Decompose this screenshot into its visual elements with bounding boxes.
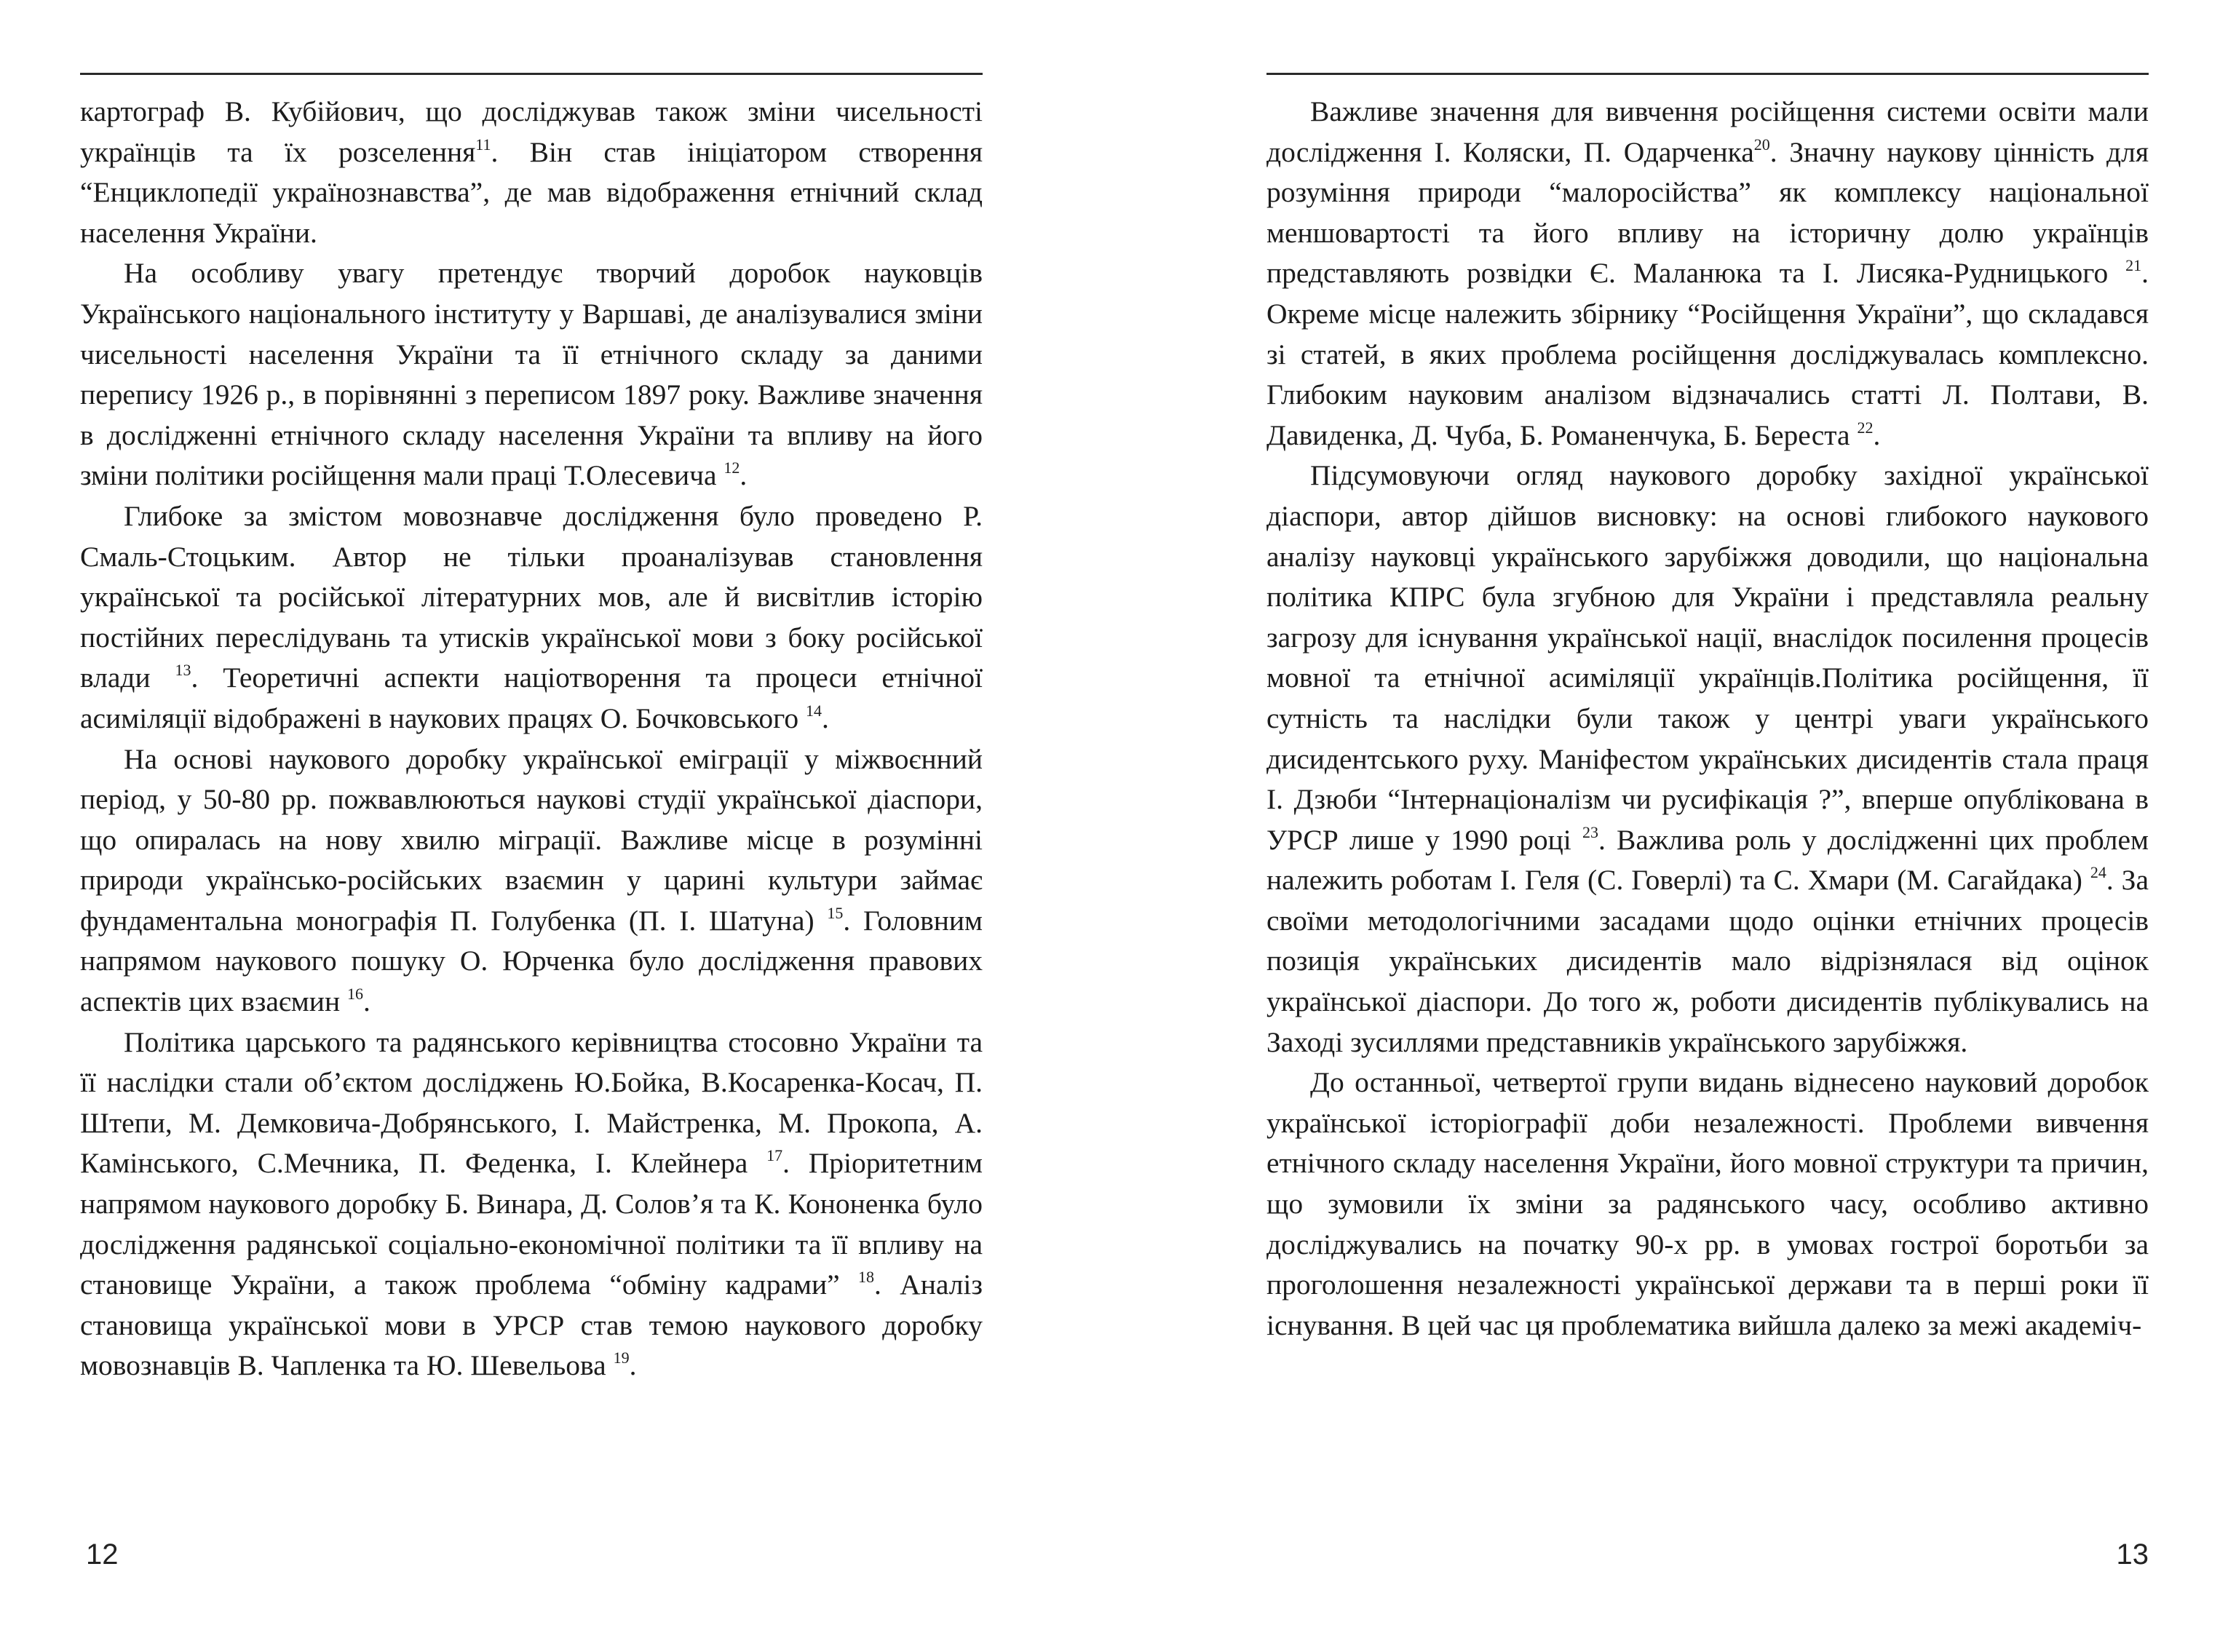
- left-page: [80, 0, 983, 1652]
- text-run: На основі наукового доробку української еміграції у міжвоєнний період, у 50-80 рр. пожвавлюються наукові студії української діаспори, що опиралась на нову хвилю міграції. Важливе місце в розумінні природи українсько-російських взаємин у царині культури займає фундаментальна монографія П. Голубенка (П. І. Шатуна): [80, 742, 983, 937]
- footnote-ref: 19: [613, 1349, 630, 1367]
- footnote-ref: 15: [827, 903, 844, 922]
- paragraph: [1266, 92, 2149, 456]
- footnote-ref: 21: [2125, 256, 2142, 275]
- paragraph: [80, 92, 983, 253]
- text-run: .: [740, 459, 748, 492]
- footnote-ref: 17: [766, 1146, 783, 1165]
- text-run: . За своїми методологічними засадами щодо оцінки етнічних процесів позиція українських дисидентів мало відрізнялася від оцінок української діаспори. До того ж, роботи дисидентів публікувались на Заході зусиллями представників українського зарубіжжя.: [1266, 864, 2149, 1058]
- text-run: Політика царського та радянського керівництва стосовно України та її наслідки стали об’єктом досліджень Ю.Бойка, В.Косаренка-Косач, П. Штепи, М. Демковича-Добрянського, І. Майстренка, М. Прокопа, А. Камінського, С.Мечника, П. Феденка, І. Клейнера: [80, 1025, 983, 1180]
- text-run: . Він став ініціатором створення “Енциклопедії українознавства”, де мав відображення етнічний склад населення України.: [80, 135, 983, 249]
- footnote-ref: 22: [1857, 418, 1874, 437]
- paragraph: [1266, 1063, 2149, 1346]
- text-run: .: [822, 702, 829, 734]
- paragraph: [80, 253, 983, 496]
- text-run: На особливу увагу претендує творчий доробок науковців Українського національного інституту у Варшаві, де аналізувалися зміни чисельності населення України та її етнічного складу за даними перепису 1926 р., в порівнянні з переписом 1897 року. Важливе значення в дослідженні етнічного складу населення України та впливу на його зміни політики російщення мали праці Т.Олесевича: [80, 257, 983, 492]
- text-run: .: [362, 985, 370, 1018]
- text-run: . Значну наукову цінність для розуміння природи “малоросійства” як комплексу національної меншовартості та його впливу на історичну долю українців представляють розвідки Є. Маланюка та І. Лисяка-Рудницького: [1266, 135, 2149, 290]
- footnote-ref: 14: [806, 701, 822, 720]
- text-run: Підсумовуючи огляд наукового доробку західної української діаспори, автор дійшов висновку: на основі глибокого наукового аналізу науковці українського зарубіжжя доводили, що національна політика КПРС була згубною для України і представляла реальну загрозу для існування української нації, внаслідок посилення процесів мовної та етнічної асиміляції українців.Політика російщення, її сутність та наслідки були також у центрі уваги українського дисидентського руху. Маніфестом українських дисидентів стала праця І. Дзюби “Інтернаціоналізм чи русифікація ?”, вперше опублікована в УРСР лише у 1990 році: [1266, 459, 2149, 856]
- text-run: Глибоке за змістом мовознавче дослідження було проведено Р. Смаль-Стоцьким. Автор не тільки проаналізував становлення української та російської літературних мов, але й висвітлив історію постійних переслідувань та утисків української мови з боку російської влади: [80, 499, 983, 694]
- footnote-ref: 23: [1582, 822, 1598, 841]
- text-run: . Окреме місце належить збірнику “Російщення України”, що складався зі статей, в яких проблема російщення досліджувалась комплексно. Глибоким науковим аналізом відзначались статті Л. Полтави, В. Давиденка, Д. Чуба, Б. Романенчука, Б. Береста: [1266, 257, 2149, 451]
- text-run: Важливе значення для вивчення російщення системи освіти мали дослідження І. Коляски, П. Одарченка: [1266, 95, 2149, 168]
- text-run: .: [1873, 418, 1881, 451]
- text-run: . Пріоритетним напрямом наукового доробку Б. Винара, Д. Солов’я та К. Кононенка було дослідження радянської соціально-економічної політики та її впливу на становище України, а також проблема “обміну кадрами”: [80, 1147, 983, 1301]
- body-text: [1266, 92, 2149, 1346]
- text-run: . Аналіз становища української мови в УРСР став темою наукового доробку мовознавців В. Чапленка та Ю. Шевельова: [80, 1268, 983, 1382]
- text-run: . Важлива роль у дослідженні цих проблем належить роботам І. Геля (С. Говерлі) та С. Хмари (М. Сагайдака): [1266, 823, 2149, 897]
- right-page: [1266, 0, 2149, 1652]
- text-run: картограф В. Кубійович, що досліджував також зміни чисельності українців та їх розселення: [80, 95, 983, 168]
- paragraph: [80, 1022, 983, 1386]
- page-number: 13: [2116, 1538, 2149, 1570]
- text-run: . Головним напрямом наукового пошуку О. Юрченка було дослідження правових аспектів цих взаємин: [80, 904, 983, 1018]
- paragraph: [1266, 456, 2149, 1063]
- footnote-ref: 20: [1753, 135, 1770, 154]
- paragraph: [80, 739, 983, 1022]
- text-run: До останньої, четвертої групи видань віднесено науковий доробок української історіографії доби незалежності. Проблеми вивчення етнічного складу населення України, його мовної структури та причин, що зумовили їх зміни за радянського часу, особливо активно досліджувались на початку 90-х рр. в умовах гострої боротьби за проголошення незалежності української держави та в перші роки її існування. В цей час ця проблематика вийшла далеко за межі академіч-: [1266, 1066, 2149, 1341]
- paragraph: [80, 496, 983, 739]
- text-run: .: [629, 1349, 637, 1382]
- body-text: [80, 92, 983, 1386]
- text-run: . Теоретичні аспекти націотворення та процеси етнічної асиміляції відображені в наукових працях О. Бочковського: [80, 662, 983, 734]
- header-rule: [1266, 73, 2149, 75]
- footnote-ref: 18: [857, 1268, 874, 1287]
- footnote-ref: 13: [175, 661, 191, 680]
- page-number: 12: [86, 1538, 119, 1570]
- footnote-ref: 11: [475, 135, 491, 154]
- header-rule: [80, 73, 983, 75]
- footnote-ref: 16: [346, 985, 363, 1004]
- footnote-ref: 24: [2090, 863, 2106, 882]
- footnote-ref: 12: [723, 458, 740, 477]
